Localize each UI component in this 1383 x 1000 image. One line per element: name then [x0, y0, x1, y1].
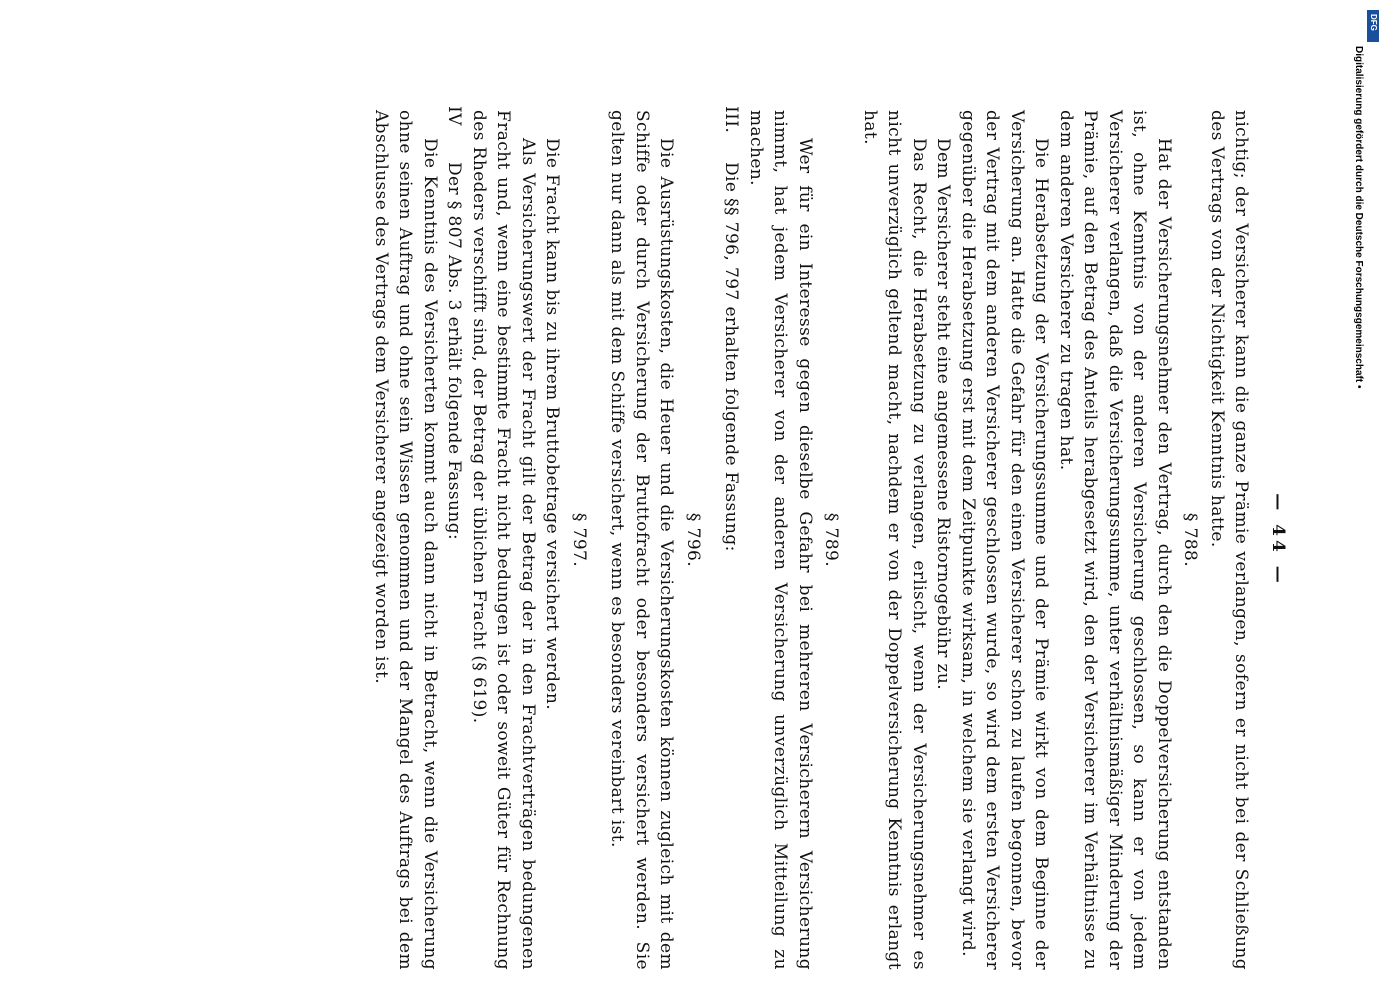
amendment-iv — [442, 106, 467, 970]
page-number: — 44 — — [1268, 493, 1288, 587]
paragraph-788-1: Hat der Versicherungsnehmer den Vertrag, durch den die Doppelversicherung entstanden ist, ohne Kenntnis von der anderen Versicherung geschlossen, so kann er von jedem Versicherer verlangen, daß die Versicherungssumme, unter verhältnismäßiger Minderung der Prämie, auf den Betrag des Anteils herabgesetzt wird, den der Versicherer im Verhältnisse zu dem anderen Versicherer zu tragen hat. — [1056, 110, 1174, 970]
section-heading-796: § 796. — [683, 512, 703, 568]
roman-numeral-iii: III. — [721, 106, 742, 134]
paragraph-788-2: Die Herabsetzung der Versicherungssumme und der Prämie wirkt von dem Beginne der Versicherung an. Hatte die Gefahr für den einen Versicherer schon zu laufen begonnen, bevor der Vertrag mit dem anderen Versicherer geschlossen wurde, so wird dem ersten Versicherer gegenüber die Herabsetzung erst mit dem Zeitpunkte wirksam, in welchem sie verlangt wird. — [958, 110, 1052, 970]
paragraph-797-1: Die Fracht kann bis zu ihrem Bruttobetrage versichert werden. — [542, 138, 563, 711]
amendment-iv-text: Der § 807 Abs. 3 erhält folgende Fassung: — [444, 162, 465, 541]
paragraph-789-1: Wer für ein Interesse gegen dieselbe Gefahr bei mehreren Versicherern Versicherung nimmt, hat jedem Versicherer von der anderen Versicherung unverzüglich Mitteilung zu machen. — [746, 110, 815, 970]
paragraph-788-3: Dem Versicherer steht eine angemessene Ristornogebühr zu. — [933, 138, 954, 691]
amendment-iii-text: Die §§ 796, 797 erhalten folgende Fassung: — [721, 162, 742, 552]
paragraph-796-1: Die Ausrüstungskosten, die Heuer und die Versicherungskosten können zugleich mit dem Schiffe oder durch Versicherung der Bruttofracht oder besonders versichert werden. Sie gelten nur dann als mit dem Schiffe versichert, wenn es besonders vereinbart ist. — [607, 110, 677, 970]
amendment-iii — [719, 106, 744, 970]
roman-numeral-iv: IV — [444, 106, 465, 126]
digitization-credit: Digitalisierung gefördert durch die Deutsche Forschungsgemeinschaft • — [1353, 46, 1364, 389]
paragraph-0: nichtig; der Versicherer kann die ganze Prämie verlangen, sofern er nicht bei der Schließung des Vertrags von der Nichtigkeit Kenntnis hatte. — [1207, 110, 1252, 970]
section-heading-789: § 789. — [821, 512, 842, 568]
paragraph-807-1: Die Kenntnis des Versicherten kommt auch dann nicht in Betracht, wenn die Versicherung ohne seinen Auftrag und ohne sein Wissen genommen und der Mangel des Auftrags bei dem Abschlusse des Vertrags dem Versicherer angezeigt worden ist. — [371, 110, 440, 970]
section-heading-788: § 788. — [1180, 512, 1201, 568]
paragraph-788-4: Das Recht, die Herabsetzung zu verlangen, erlischt, wenn der Versicherungsnehmer es nicht unverzüglich geltend macht, nachdem er von der Doppelversicherung Kenntnis erlangt hat. — [860, 110, 929, 970]
section-heading-797: § 797. — [569, 512, 589, 568]
dfg-logo: DFG — [1367, 10, 1379, 42]
paragraph-797-2: Als Versicherungswert der Fracht gilt der Betrag der in den Frachtverträgen bedungenen Fracht und, wenn eine bestimmte Fracht nicht bedungen ist oder soweit Güter für Rechnung des Rheders verschifft sind, der Betrag der üblichen Fracht (§ 619). — [469, 110, 538, 970]
page-text-block — [110, 106, 1290, 970]
